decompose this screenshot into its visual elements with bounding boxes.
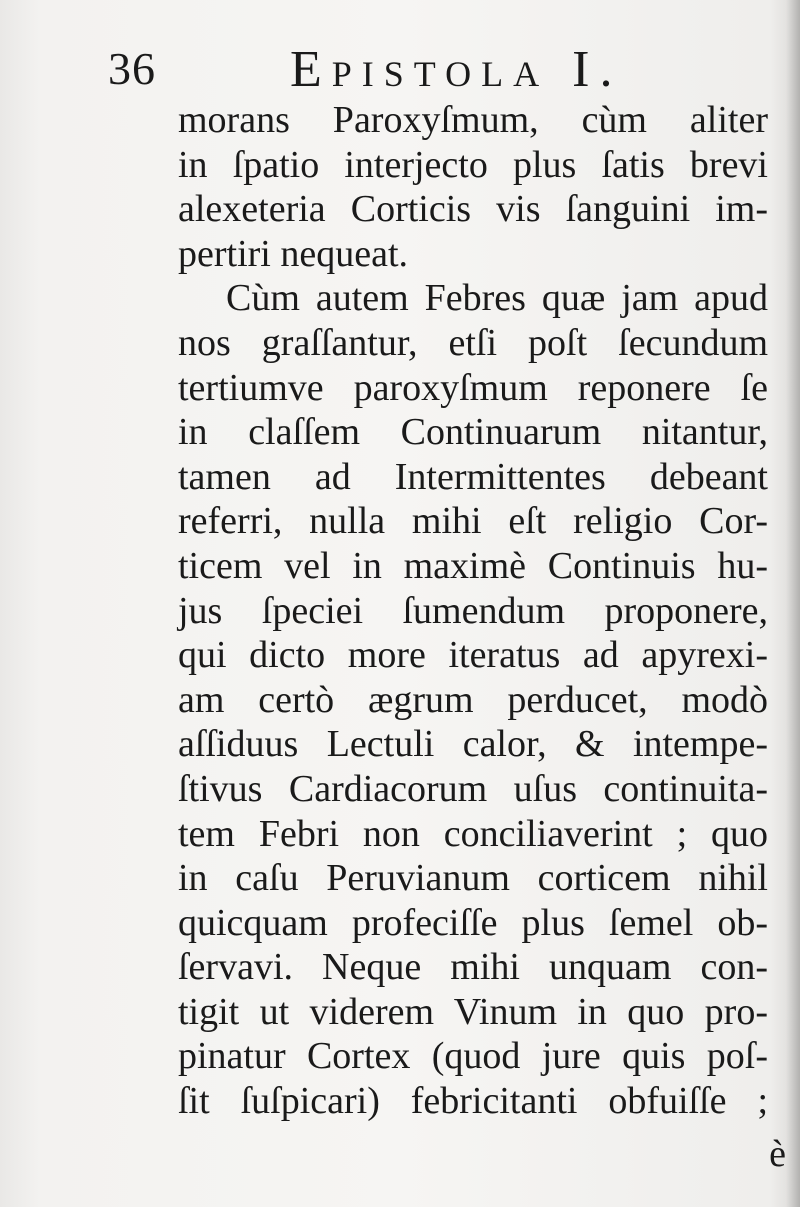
text-line: referri, nulla mihi eſt religio Cor- [178, 500, 768, 543]
text-line: qui dicto more iteratus ad apyrexi- [178, 634, 768, 677]
text-line: in claſſem Continuarum nitantur, [178, 411, 768, 454]
text-line: ſtivus Cardiacorum uſus continuita- [178, 767, 768, 810]
page-header [0, 40, 800, 100]
text-line: ticem vel in maximè Continuis hu- [178, 544, 768, 587]
text-line: ſit ſuſpicari) febricitanti obfuiſſe ; [178, 1080, 768, 1123]
text-line: am certò ægrum perducet, modò [178, 678, 768, 721]
text-line: jus ſpeciei ſumendum proponere, [178, 589, 768, 632]
text-line: nos graſſantur, etſi poſt ſecundum [178, 321, 768, 364]
text-line: alexeteria Corticis vis ſanguini im- [178, 188, 768, 231]
text-line: ſervavi. Neque mihi unquam con- [178, 946, 768, 989]
text-line: tamen ad Intermittentes debeant [178, 455, 768, 498]
running-head: Epistola I. [290, 41, 623, 98]
text-line: in ſpatio interjecto plus ſatis brevi [178, 143, 768, 186]
text-line: aſſiduus Lectuli calor, & intempe- [178, 723, 768, 766]
text-line: morans Paroxyſmum, cùm aliter [178, 99, 768, 141]
text-line: in caſu Peruvianum corticem nihil [178, 857, 768, 900]
text-line: tertiumve paroxyſmum reponere ſe [178, 366, 768, 409]
text-line: pinatur Cortex (quod jure quis poſ- [178, 1035, 768, 1078]
text-line: tigit ut viderem Vinum in quo pro- [178, 990, 768, 1033]
text-line: Cùm autem Febres quæ jam apud [226, 277, 768, 320]
page-number: 36 [108, 43, 156, 94]
text-line: quicquam profeciſſe plus ſemel ob- [178, 901, 768, 944]
text-line: tem Febri non conciliaverint ; quo [178, 812, 768, 855]
text-line: pertiri nequeat. [178, 232, 409, 275]
body-text [178, 98, 768, 1124]
spine-shadow [786, 0, 800, 1207]
catchword: è [769, 1133, 786, 1175]
